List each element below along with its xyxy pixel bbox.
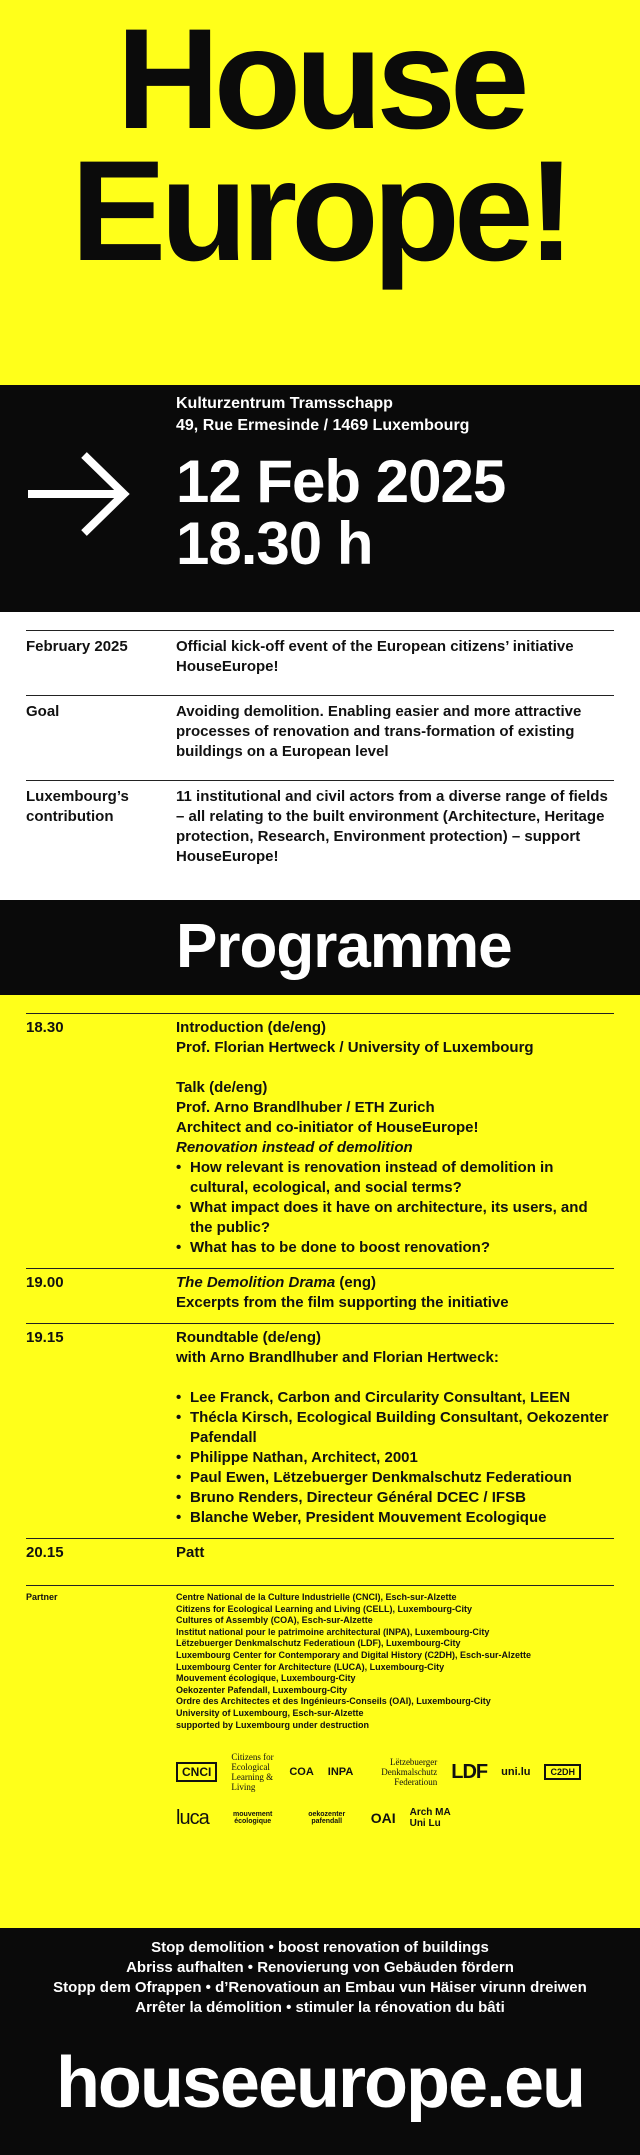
ldf-logo: LDF — [451, 1760, 488, 1783]
slogan-en: Stop demolition • boost renovation of buildings — [151, 1939, 489, 1956]
luca-logo: luca — [176, 1806, 209, 1829]
list-item: • Blanche Weber, President Mouvement Ecologique — [176, 1508, 614, 1528]
hero — [0, 0, 640, 385]
info-row — [26, 780, 614, 875]
list-item: supported by Luxembourg under destruction — [176, 1719, 370, 1730]
list-item: University of Luxembourg, Esch-sur-Alzette — [176, 1707, 364, 1718]
intro-title: Introduction (de/eng) — [176, 1019, 326, 1036]
list-item: Institut national pour le patrimoine architectural (INPA), Luxembourg-City — [176, 1626, 490, 1637]
partners-label: Partner — [26, 1592, 58, 1602]
programme-band — [0, 900, 640, 995]
list-item: • Thécla Kirsch, Ecological Building Consultant, Oekozenter Pafendall — [176, 1408, 614, 1448]
list-item: • What has to be done to boost renovation? — [176, 1238, 614, 1258]
archma-logo: Arch MA Uni Lu — [409, 1807, 451, 1830]
oai-logo: OAI — [370, 1810, 396, 1827]
programme-body — [176, 1328, 614, 1528]
partners — [26, 1585, 614, 1731]
info-text: Avoiding demolition. Enabling easier and more attractive processes of renovation and trans-formation of existing buildings on a European level — [176, 703, 582, 760]
info-text: 11 institutional and civil actors from a diverse range of fields – all relating to the built environment (Architecture, Heritage protection, Research, Environment protection) – support HouseEurope! — [176, 788, 608, 865]
inpa-logo: INPA — [327, 1766, 354, 1779]
slogans — [0, 1928, 640, 2018]
slogan-fr: Arrêter la démolition • stimuler la rénovation du bâti — [135, 1999, 505, 2016]
panel-list — [176, 1388, 614, 1528]
arrow-right-icon — [26, 451, 130, 537]
logo-row — [176, 1795, 616, 1841]
list-item: Citizens for Ecological Learning and Living (CELL), Luxembourg-City — [176, 1603, 473, 1614]
hero-title-line2: Europe! — [70, 132, 570, 291]
list-item: • Paul Ewen, Lëtzebuerger Denkmalschutz Federatioun — [176, 1468, 614, 1488]
programme-time: 19.00 — [26, 1274, 64, 1291]
slogan-de: Abriss aufhalten • Renovierung von Gebäuden fördern — [126, 1959, 514, 1976]
event-datetime — [176, 448, 506, 577]
footer — [0, 1928, 640, 2155]
programme-item — [26, 1323, 614, 1538]
programme-time: 19.15 — [26, 1329, 64, 1346]
film-line — [176, 1273, 614, 1293]
info-label: Luxembourg’s contribution — [26, 788, 129, 825]
info-row — [26, 695, 614, 770]
programme-list — [0, 995, 640, 1573]
programme-body: Patt — [176, 1544, 205, 1561]
film-title: The Demolition Drama — [176, 1274, 336, 1291]
list-item: • What impact does it have on architecture, its users, and the public? — [176, 1198, 614, 1238]
event-date: 12 Feb 2025 — [176, 448, 506, 515]
roundtable-with: with Arno Brandlhuber and Florian Hertweck: — [176, 1349, 499, 1366]
talk-role: Architect and co-initiator of HouseEurope! — [176, 1119, 479, 1136]
talk-questions — [176, 1158, 614, 1258]
hero-title-line1: House — [116, 0, 524, 159]
partners-list — [176, 1592, 614, 1731]
film-lang: (eng) — [335, 1274, 377, 1291]
logo-row — [176, 1749, 616, 1795]
list-item: Centre National de la Culture Industrielle (CNCI), Esch-sur-Alzette — [176, 1592, 457, 1602]
info-label: Goal — [26, 703, 60, 720]
programme-item — [26, 1538, 614, 1573]
programme-title: Programme — [176, 912, 512, 981]
event-band — [0, 385, 640, 612]
intro-speaker: Prof. Florian Hertweck / University of Luxembourg — [176, 1039, 534, 1056]
programme-body — [176, 1018, 614, 1258]
oekozenter-logo: oekozenter pafendall — [308, 1811, 346, 1826]
c2dh-logo: C2DH — [544, 1764, 581, 1780]
info-row — [26, 630, 614, 685]
programme-time: 18.30 — [26, 1019, 64, 1036]
ldf-text-logo: Lëtzebuerger Denkmalschutz Federatioun — [381, 1757, 438, 1788]
unilu-logo: uni.lu — [501, 1766, 531, 1779]
list-item: Cultures of Assembly (COA), Esch-sur-Alzette — [176, 1615, 373, 1626]
info-section — [0, 612, 640, 900]
programme-item — [26, 1268, 614, 1323]
info-label: February 2025 — [26, 638, 128, 655]
list-item: • Philippe Nathan, Architect, 2001 — [176, 1448, 614, 1468]
list-item: Luxembourg Center for Architecture (LUCA), Luxembourg-City — [176, 1661, 445, 1672]
talk-title: Talk (de/eng) — [176, 1079, 268, 1096]
list-item: • Lee Franck, Carbon and Circularity Consultant, LEEN — [176, 1388, 614, 1408]
info-text: Official kick-off event of the European citizens’ initiative HouseEurope! — [176, 638, 574, 675]
venue-name: Kulturzentrum Tramsschapp — [176, 395, 393, 412]
programme-body — [176, 1273, 614, 1313]
list-item: Luxembourg Center for Contemporary and Digital History (C2DH), Esch-sur-Alzette — [176, 1649, 532, 1660]
slogan-lb: Stopp dem Ofrappen • d’Renovatioun an Embau vun Häiser virunn dreiwen — [53, 1979, 587, 1996]
cnci-logo: CNCI — [176, 1762, 217, 1782]
list-item: Ordre des Architectes et des Ingénieurs-Conseils (OAI), Luxembourg-City — [176, 1696, 491, 1707]
event-time: 18.30 h — [176, 510, 373, 577]
mouvement-ecologique-logo: mouvement écologique — [233, 1811, 273, 1826]
roundtable-title: Roundtable (de/eng) — [176, 1329, 321, 1346]
venue — [176, 393, 469, 437]
coa-logo: COA — [289, 1766, 314, 1779]
list-item: • How relevant is renovation instead of demolition in cultural, ecological, and social terms? — [176, 1158, 614, 1198]
cell-logo: Citizens for Ecological Learning & Living — [231, 1752, 274, 1793]
talk-speaker: Prof. Arno Brandlhuber / ETH Zurich — [176, 1099, 435, 1116]
list-item: • Bruno Renders, Directeur Général DCEC / IFSB — [176, 1488, 614, 1508]
list-item: Lëtzebuerger Denkmalschutz Federatioun (LDF), Luxembourg-City — [176, 1638, 461, 1649]
film-desc: Excerpts from the film supporting the initiative — [176, 1294, 509, 1311]
website-url: houseeurope.eu — [55, 2043, 585, 2123]
programme-time: 20.15 — [26, 1544, 64, 1561]
list-item: Mouvement écologique, Luxembourg-City — [176, 1673, 356, 1684]
venue-address: 49, Rue Ermesinde / 1469 Luxembourg — [176, 417, 470, 434]
partner-logos — [176, 1749, 616, 1841]
talk-subject: Renovation instead of demolition — [176, 1139, 413, 1156]
list-item: Oekozenter Pafendall, Luxembourg-City — [176, 1684, 348, 1695]
programme-item — [26, 1013, 614, 1268]
